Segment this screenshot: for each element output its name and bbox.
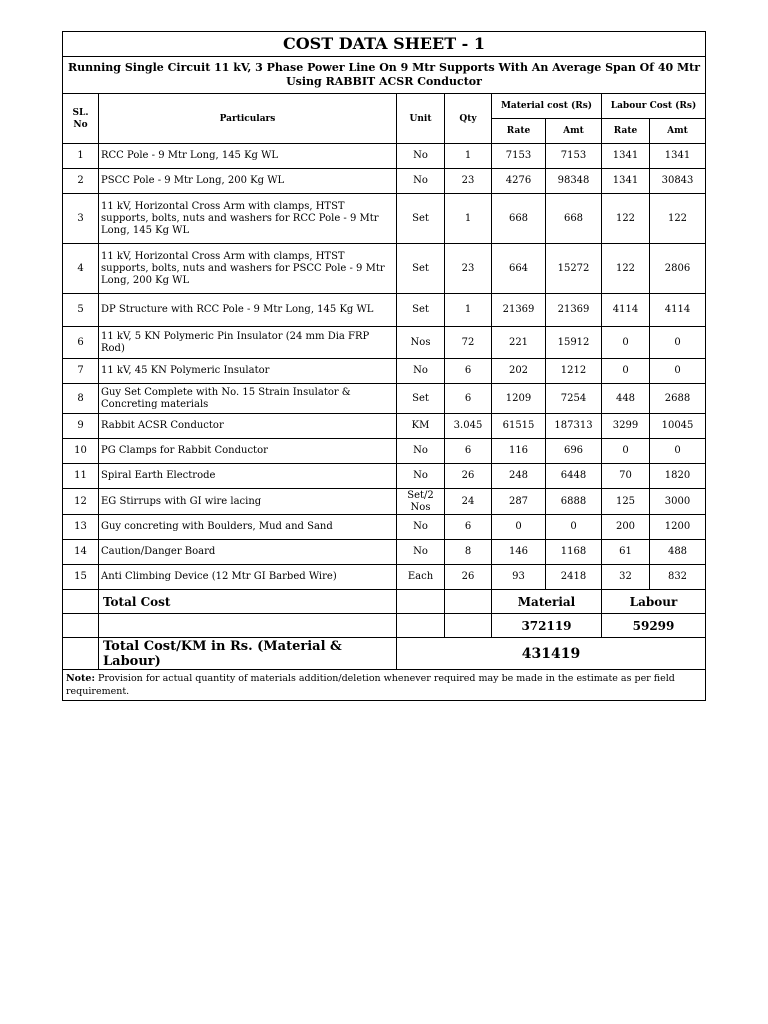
cell-particulars: Rabbit ACSR Conductor bbox=[99, 414, 397, 439]
cell-particulars: Spiral Earth Electrode bbox=[99, 464, 397, 489]
cell-particulars: 11 kV, Horizontal Cross Arm with clamps, HTST supports, bolts, nuts and washers for PSCC Pole - 9 Mtr Long, 200 Kg WL bbox=[99, 244, 397, 294]
cell-labour-amt: 488 bbox=[650, 540, 706, 565]
cell-material-amt: 1212 bbox=[546, 359, 602, 384]
cell-particulars: PG Clamps for Rabbit Conductor bbox=[99, 439, 397, 464]
cell-material-amt: 6888 bbox=[546, 489, 602, 515]
cell-qty: 6 bbox=[445, 359, 492, 384]
cell-labour-rate: 0 bbox=[602, 439, 650, 464]
cell-labour-rate: 1341 bbox=[602, 169, 650, 194]
cell-particulars: 11 kV, Horizontal Cross Arm with clamps, HTST supports, bolts, nuts and washers for RCC Pole - 9 Mtr Long, 145 Kg WL bbox=[99, 194, 397, 244]
cell-sl: 9 bbox=[63, 414, 99, 439]
cell-material-amt: 0 bbox=[546, 515, 602, 540]
cell-particulars: Guy Set Complete with No. 15 Strain Insulator & Concreting materials bbox=[99, 384, 397, 414]
cell-material-rate: 287 bbox=[492, 489, 546, 515]
cell-unit: No bbox=[397, 169, 445, 194]
cell-unit: No bbox=[397, 439, 445, 464]
cell-material-rate: 93 bbox=[492, 565, 546, 590]
cell-material-amt: 668 bbox=[546, 194, 602, 244]
cell-labour-amt: 1200 bbox=[650, 515, 706, 540]
cell-sl: 5 bbox=[63, 294, 99, 327]
total-cost-label: Total Cost bbox=[99, 590, 397, 614]
cell-material-rate: 0 bbox=[492, 515, 546, 540]
cell-material-amt: 2418 bbox=[546, 565, 602, 590]
cell-qty: 3.045 bbox=[445, 414, 492, 439]
cell-labour-amt: 1341 bbox=[650, 144, 706, 169]
cell-material-rate: 61515 bbox=[492, 414, 546, 439]
table-row bbox=[63, 414, 706, 439]
cell-unit: No bbox=[397, 359, 445, 384]
cell-qty: 8 bbox=[445, 540, 492, 565]
cell-material-rate: 668 bbox=[492, 194, 546, 244]
cell-labour-rate: 125 bbox=[602, 489, 650, 515]
cell-material-rate: 202 bbox=[492, 359, 546, 384]
note-label: Note: bbox=[66, 673, 95, 684]
cell-labour-rate: 32 bbox=[602, 565, 650, 590]
cell-material-rate: 146 bbox=[492, 540, 546, 565]
cell-labour-amt: 0 bbox=[650, 439, 706, 464]
header-qty: Qty bbox=[445, 94, 492, 144]
total-per-km-value: 431419 bbox=[397, 638, 706, 670]
total-labour-value: 59299 bbox=[602, 614, 706, 638]
cell-sl: 11 bbox=[63, 464, 99, 489]
cell-material-amt: 15912 bbox=[546, 327, 602, 359]
cell-labour-amt: 3000 bbox=[650, 489, 706, 515]
cell-unit: No bbox=[397, 144, 445, 169]
cell-material-amt: 7254 bbox=[546, 384, 602, 414]
cell-material-rate: 4276 bbox=[492, 169, 546, 194]
cell-sl: 14 bbox=[63, 540, 99, 565]
cell-material-rate: 248 bbox=[492, 464, 546, 489]
cell-unit: Set/2 Nos bbox=[397, 489, 445, 515]
cell-material-amt: 696 bbox=[546, 439, 602, 464]
table-row bbox=[63, 169, 706, 194]
note-row bbox=[63, 670, 706, 701]
header-labour-cost: Labour Cost (Rs) bbox=[602, 94, 706, 119]
header-material-cost: Material cost (Rs) bbox=[492, 94, 602, 119]
cell-labour-rate: 61 bbox=[602, 540, 650, 565]
cell-labour-amt: 832 bbox=[650, 565, 706, 590]
cell-sl: 1 bbox=[63, 144, 99, 169]
cell-unit: Set bbox=[397, 194, 445, 244]
total-per-km-label: Total Cost/KM in Rs. (Material & Labour) bbox=[99, 638, 397, 670]
cell-particulars: PSCC Pole - 9 Mtr Long, 200 Kg WL bbox=[99, 169, 397, 194]
cell-material-rate: 221 bbox=[492, 327, 546, 359]
cell-particulars: 11 kV, 5 KN Polymeric Pin Insulator (24 mm Dia FRP Rod) bbox=[99, 327, 397, 359]
header-sl-no: SL. No bbox=[63, 94, 99, 144]
cell-material-rate: 664 bbox=[492, 244, 546, 294]
cell-labour-rate: 122 bbox=[602, 194, 650, 244]
cell-sl: 12 bbox=[63, 489, 99, 515]
cell-labour-rate: 4114 bbox=[602, 294, 650, 327]
cell-qty: 72 bbox=[445, 327, 492, 359]
cell-unit: Set bbox=[397, 294, 445, 327]
cell-qty: 23 bbox=[445, 169, 492, 194]
cell-sl: 15 bbox=[63, 565, 99, 590]
total-per-km-row bbox=[63, 638, 706, 670]
total-cost-row bbox=[63, 590, 706, 614]
cost-data-sheet-table bbox=[62, 31, 706, 701]
cell-sl: 10 bbox=[63, 439, 99, 464]
table-row bbox=[63, 439, 706, 464]
cell-material-amt: 98348 bbox=[546, 169, 602, 194]
cell-particulars: 11 kV, 45 KN Polymeric Insulator bbox=[99, 359, 397, 384]
cell-material-amt: 6448 bbox=[546, 464, 602, 489]
cell-qty: 1 bbox=[445, 294, 492, 327]
header-material-amt: Amt bbox=[546, 119, 602, 144]
cell-qty: 6 bbox=[445, 384, 492, 414]
cell-material-amt: 7153 bbox=[546, 144, 602, 169]
cell-labour-rate: 0 bbox=[602, 327, 650, 359]
header-unit: Unit bbox=[397, 94, 445, 144]
header-material-rate: Rate bbox=[492, 119, 546, 144]
header-labour-rate: Rate bbox=[602, 119, 650, 144]
cell-labour-amt: 0 bbox=[650, 359, 706, 384]
cell-qty: 1 bbox=[445, 194, 492, 244]
cell-sl: 13 bbox=[63, 515, 99, 540]
total-values-row bbox=[63, 614, 706, 638]
table-row bbox=[63, 515, 706, 540]
note bbox=[63, 670, 706, 701]
cell-unit: No bbox=[397, 464, 445, 489]
page-title: COST DATA SHEET - 1 bbox=[63, 32, 706, 57]
cell-particulars: RCC Pole - 9 Mtr Long, 145 Kg WL bbox=[99, 144, 397, 169]
cell-labour-amt: 1820 bbox=[650, 464, 706, 489]
cell-labour-amt: 4114 bbox=[650, 294, 706, 327]
cell-qty: 26 bbox=[445, 565, 492, 590]
cell-qty: 6 bbox=[445, 439, 492, 464]
cell-unit: Set bbox=[397, 384, 445, 414]
table-row bbox=[63, 540, 706, 565]
table-row bbox=[63, 327, 706, 359]
note-text: Provision for actual quantity of materials addition/deletion whenever required may be made in the estimate as per field requirement. bbox=[66, 673, 675, 697]
table-row bbox=[63, 359, 706, 384]
cell-labour-rate: 0 bbox=[602, 359, 650, 384]
table-row bbox=[63, 464, 706, 489]
cell-labour-amt: 10045 bbox=[650, 414, 706, 439]
cell-labour-amt: 2806 bbox=[650, 244, 706, 294]
total-material-label: Material bbox=[492, 590, 602, 614]
cell-particulars: EG Stirrups with GI wire lacing bbox=[99, 489, 397, 515]
cell-qty: 24 bbox=[445, 489, 492, 515]
cell-material-rate: 7153 bbox=[492, 144, 546, 169]
cell-material-amt: 187313 bbox=[546, 414, 602, 439]
cell-material-rate: 21369 bbox=[492, 294, 546, 327]
cell-sl: 7 bbox=[63, 359, 99, 384]
table-row bbox=[63, 489, 706, 515]
sheet-subtitle: Running Single Circuit 11 kV, 3 Phase Power Line On 9 Mtr Supports With An Average Span Of 40 Mtr Using RABBIT ACSR Conductor bbox=[63, 57, 706, 94]
cell-particulars: Caution/Danger Board bbox=[99, 540, 397, 565]
total-labour-label: Labour bbox=[602, 590, 706, 614]
cell-sl: 8 bbox=[63, 384, 99, 414]
cell-particulars: Guy concreting with Boulders, Mud and Sand bbox=[99, 515, 397, 540]
cell-labour-amt: 0 bbox=[650, 327, 706, 359]
cell-labour-rate: 3299 bbox=[602, 414, 650, 439]
cell-material-amt: 1168 bbox=[546, 540, 602, 565]
cell-labour-rate: 448 bbox=[602, 384, 650, 414]
table-row bbox=[63, 294, 706, 327]
cell-qty: 26 bbox=[445, 464, 492, 489]
table-row bbox=[63, 565, 706, 590]
cell-labour-amt: 2688 bbox=[650, 384, 706, 414]
cell-unit: KM bbox=[397, 414, 445, 439]
cell-sl: 6 bbox=[63, 327, 99, 359]
cell-material-amt: 21369 bbox=[546, 294, 602, 327]
cell-unit: Each bbox=[397, 565, 445, 590]
cell-unit: No bbox=[397, 540, 445, 565]
table-row bbox=[63, 244, 706, 294]
cell-labour-rate: 122 bbox=[602, 244, 650, 294]
cell-material-amt: 15272 bbox=[546, 244, 602, 294]
cell-qty: 6 bbox=[445, 515, 492, 540]
cell-particulars: Anti Climbing Device (12 Mtr GI Barbed Wire) bbox=[99, 565, 397, 590]
cell-material-rate: 1209 bbox=[492, 384, 546, 414]
header-labour-amt: Amt bbox=[650, 119, 706, 144]
cell-unit: Set bbox=[397, 244, 445, 294]
cell-particulars: DP Structure with RCC Pole - 9 Mtr Long, 145 Kg WL bbox=[99, 294, 397, 327]
table-row bbox=[63, 144, 706, 169]
cell-labour-amt: 30843 bbox=[650, 169, 706, 194]
total-material-value: 372119 bbox=[492, 614, 602, 638]
cell-sl: 2 bbox=[63, 169, 99, 194]
table-row bbox=[63, 194, 706, 244]
cell-labour-rate: 70 bbox=[602, 464, 650, 489]
cell-sl: 4 bbox=[63, 244, 99, 294]
cell-labour-rate: 1341 bbox=[602, 144, 650, 169]
table-row bbox=[63, 384, 706, 414]
cell-qty: 1 bbox=[445, 144, 492, 169]
cell-material-rate: 116 bbox=[492, 439, 546, 464]
cell-sl: 3 bbox=[63, 194, 99, 244]
cell-labour-rate: 200 bbox=[602, 515, 650, 540]
cell-qty: 23 bbox=[445, 244, 492, 294]
cell-unit: No bbox=[397, 515, 445, 540]
cell-unit: Nos bbox=[397, 327, 445, 359]
header-particulars: Particulars bbox=[99, 94, 397, 144]
cell-labour-amt: 122 bbox=[650, 194, 706, 244]
